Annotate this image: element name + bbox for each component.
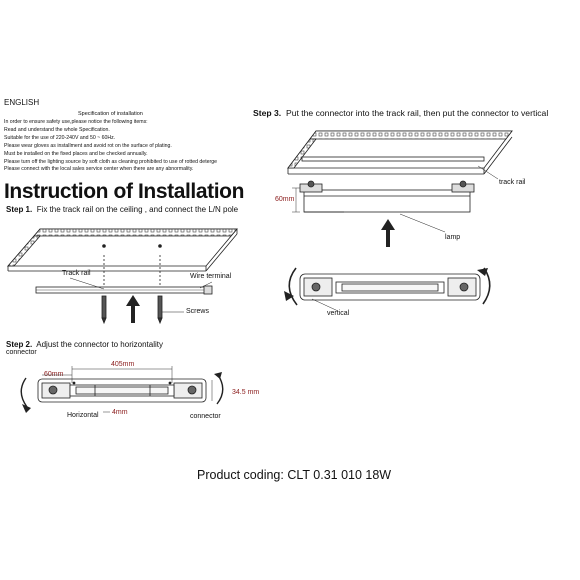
screws-label: Screws bbox=[186, 308, 209, 315]
dim-60mm-step3: 60mm bbox=[275, 196, 295, 203]
step3-label: Step 3. bbox=[253, 108, 282, 118]
step2-text: Adjust the connector to horizontality bbox=[36, 340, 163, 349]
step1-label: Step 1. bbox=[6, 205, 33, 214]
step3-text: Put the connector into the track rail, then put the connector to vertical bbox=[285, 108, 549, 118]
track-rail-label-step3: track rail bbox=[499, 179, 526, 186]
dim-60mm-step2: 60mm bbox=[44, 371, 64, 378]
connector-label-bottom: connector bbox=[190, 413, 221, 420]
dim-345mm: 34.5 mm bbox=[232, 389, 260, 396]
track-rail-label: Track rail bbox=[62, 270, 91, 277]
step1-up-arrow bbox=[126, 295, 140, 323]
spec-title: Specification of installation bbox=[78, 111, 143, 117]
product-coding: Product coding: CLT 0.31 010 18W bbox=[197, 468, 392, 482]
step2-label: Step 2. bbox=[6, 340, 33, 349]
notice-line: Please turn off the lighting source by soft cloth as cleaning prohibited to use of rotted deterge bbox=[4, 158, 218, 165]
notice-line: In order to ensure safety use,please notice the following items: bbox=[4, 119, 148, 125]
main-title: Instruction of Installation bbox=[4, 180, 245, 203]
wire-terminal-label: Wire terminal bbox=[190, 273, 232, 280]
dim-405mm: 405mm bbox=[111, 361, 135, 368]
step3-up-arrow bbox=[381, 219, 395, 247]
notice-line: Please connect with the local sales service center when there are any abnormality. bbox=[4, 166, 194, 173]
notice-line: Please wear gloves as installment and avoid rot on the surface of plating. bbox=[4, 142, 172, 149]
language-label: ENGLISH bbox=[4, 98, 40, 107]
vertical-label: vertical bbox=[327, 310, 350, 317]
notice-line: Read and understand the whole Specification. bbox=[4, 126, 110, 133]
notice-line: Suitable for the use of 220-240V and 50 ~ 60Hz. bbox=[4, 134, 116, 141]
step1-track-rail bbox=[36, 278, 212, 294]
lamp-label: lamp bbox=[445, 234, 461, 241]
step1-text: Fix the track rail on the ceiling , and connect the L/N pole bbox=[36, 205, 239, 214]
step2-connector-assembly bbox=[38, 379, 206, 402]
step3-ceiling-plate bbox=[288, 131, 512, 179]
step2-connector-label: connector bbox=[6, 349, 37, 356]
step3-vertical-assembly bbox=[300, 274, 480, 311]
horizontal-label: Horizontal bbox=[67, 412, 99, 419]
notice-line: Must be installed on the fixed places and be checked annually. bbox=[4, 150, 148, 157]
step3-dimension-line bbox=[292, 188, 300, 212]
step1-ceiling-plate bbox=[8, 229, 237, 271]
dim-4mm: 4mm bbox=[112, 409, 128, 416]
